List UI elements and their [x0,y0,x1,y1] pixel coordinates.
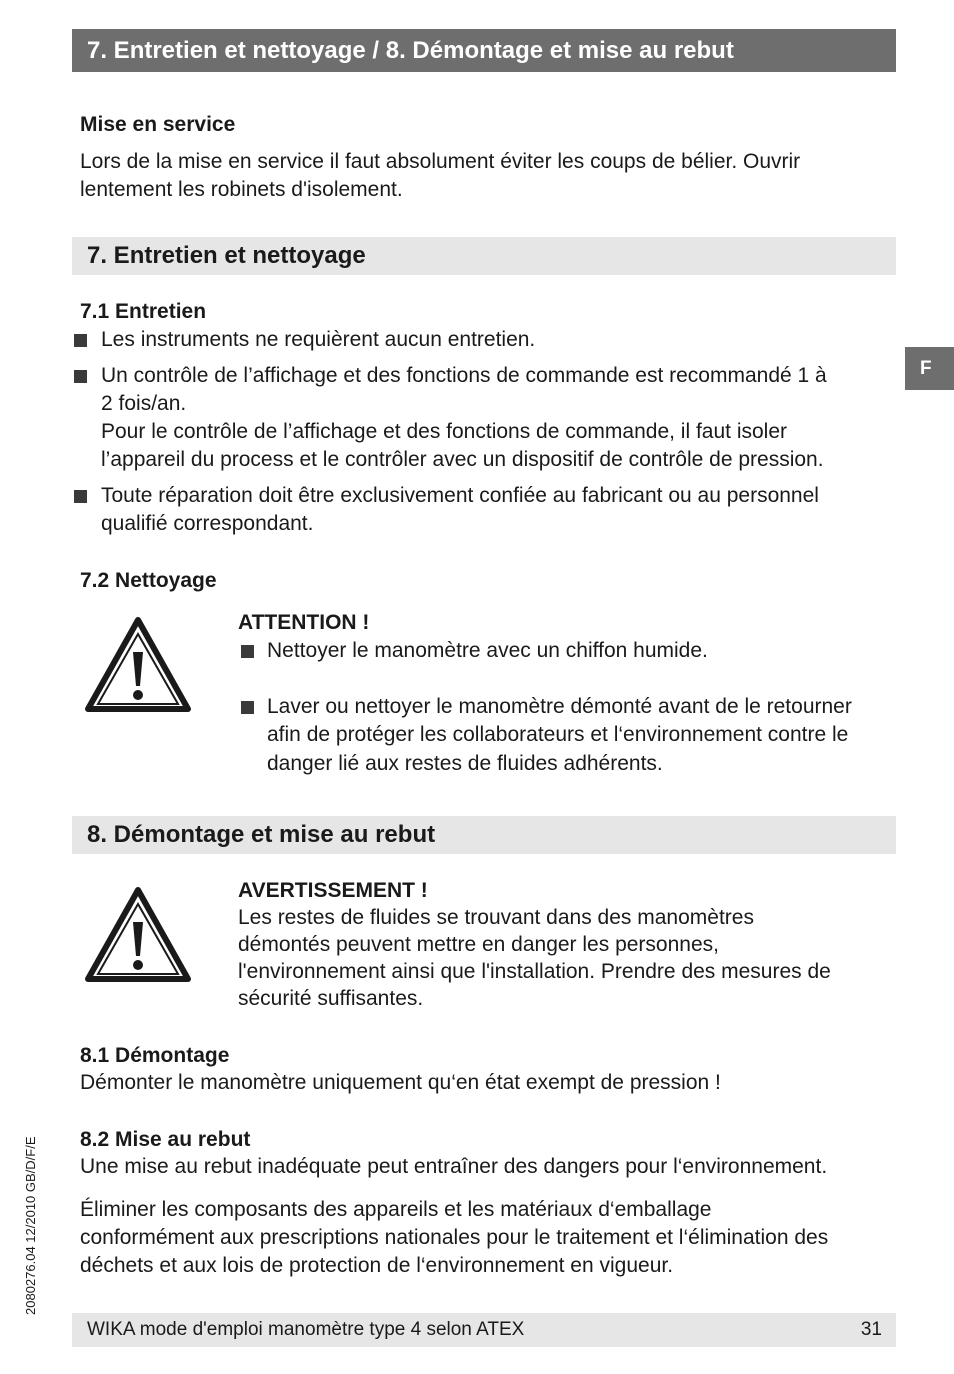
entretien-bullet-2-line-1: Un contrôle de l’affichage et des fonctions de commande est recommandé 1 à [101,364,827,387]
document-code: 2080276.04 12/2010 GB/D/F/E [23,1136,38,1315]
entretien-bullet-2-line-2: 2 fois/an. [101,392,187,415]
warning-triangle-icon [82,884,194,984]
entretien-bullet-2-line-3: Pour le contrôle de l’affichage et des fonctions de commande, il faut isoler [101,420,788,443]
mise-au-rebut-text: Une mise au rebut inadéquate peut entraîner des dangers pour l‘environnement. [80,1155,828,1178]
bullet-square-icon [74,490,87,503]
avertissement-label: AVERTISSEMENT ! [238,879,428,902]
page-header: 7. Entretien et nettoyage / 8. Démontage et mise au rebut [72,29,896,72]
bullet-square-icon [74,334,87,347]
attention-label: ATTENTION ! [238,611,370,634]
section-7-2-heading: 7.2 Nettoyage [80,569,217,592]
avertissement-line-1: Les restes de fluides se trouvant dans des manomètres [238,906,754,929]
mise-en-service-line-2: lentement les robinets d'isolement. [80,178,403,201]
bullet-square-icon [74,370,87,383]
page-footer [72,1313,896,1347]
mise-en-service-heading: Mise en service [80,113,236,136]
avertissement-line-4: sécurité suffisantes. [238,987,424,1010]
section-8-1-heading: 8.1 Démontage [80,1044,230,1067]
elimination-line-1: Éliminer les composants des appareils et les matériaux d‘emballage [80,1198,712,1221]
bullet-square-icon [241,701,254,714]
bullet-square-icon [241,645,254,658]
section-7-1-heading: 7.1 Entretien [80,300,207,323]
entretien-bullet-2-line-4: l’appareil du process et le contrôler avec un dispositif de contrôle de pression. [101,448,824,471]
avertissement-line-2: démontés peuvent mettre en danger les personnes, [238,933,719,956]
nettoyage-bullet-2-line-2: afin de protéger les collaborateurs et l‘environnement contre le [267,723,849,746]
language-tab: F [905,347,954,390]
mise-en-service-line-1: Lors de la mise en service il faut absolument éviter les coups de bélier. Ouvrir [80,150,801,173]
avertissement-line-3: l'environnement ainsi que l'installation. Prendre des mesures de [238,960,831,983]
demontage-text: Démonter le manomètre uniquement qu‘en état exempt de pression ! [80,1071,721,1094]
entretien-bullet-3-line-1: Toute réparation doit être exclusivement confiée au fabricant ou au personnel [101,484,819,507]
footer-title: WIKA mode d'emploi manomètre type 4 selon ATEX [87,1319,525,1340]
nettoyage-bullet-2-line-1: Laver ou nettoyer le manomètre démonté avant de le retourner [267,695,852,718]
page-number: 31 [860,1319,882,1340]
nettoyage-bullet-1: Nettoyer le manomètre avec un chiffon humide. [267,639,708,662]
elimination-line-3: déchets et aux lois de protection de l‘environnement en vigueur. [80,1254,674,1277]
elimination-line-2: conformément aux prescriptions nationales pour le traitement et l‘élimination des [80,1226,829,1249]
warning-triangle-icon [82,614,194,714]
section-8-2-heading: 8.2 Mise au rebut [80,1128,251,1151]
entretien-bullet-1: Les instruments ne requièrent aucun entretien. [101,328,536,351]
section-8-title: 8. Démontage et mise au rebut [72,816,896,854]
entretien-bullet-3-line-2: qualifié correspondant. [101,512,314,535]
nettoyage-bullet-2-line-3: danger lié aux restes de fluides adhérents. [267,752,663,775]
section-7-title: 7. Entretien et nettoyage [72,237,896,275]
